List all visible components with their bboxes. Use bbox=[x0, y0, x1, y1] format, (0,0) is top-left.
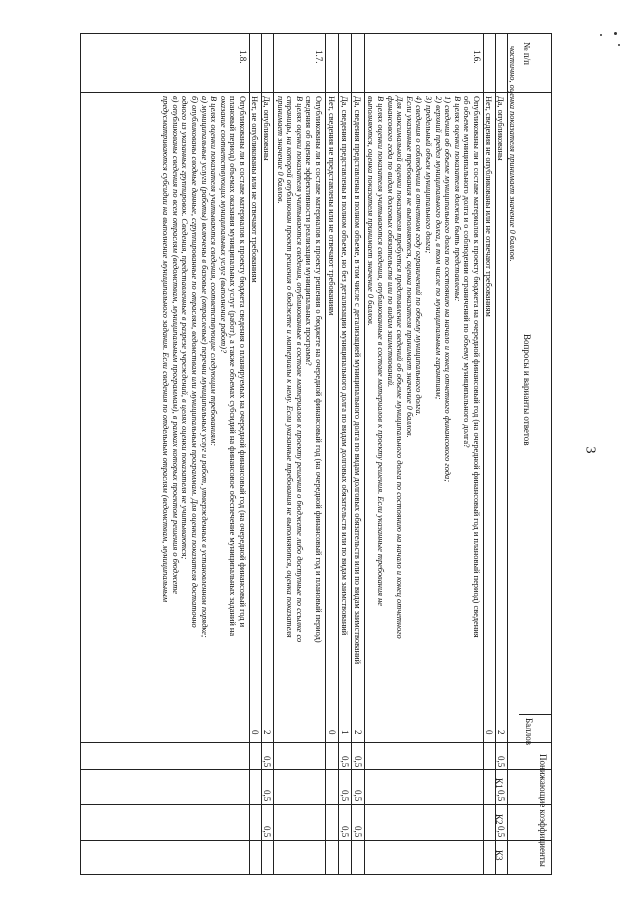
question-line: В целях оценки показателя учитываются сведения, соответствующие следующим требованиям: bbox=[209, 96, 219, 447]
question-line: Опубликованы ли в составе материалов к проекту решения о бюджете на очередной финансовый год (на очередной финансовый год и плановый период) bbox=[314, 96, 323, 643]
answer-option: Нет, сведения не опубликованы или не отвечают требованиям bbox=[484, 96, 493, 317]
k2-value: 0,5 bbox=[353, 790, 363, 802]
coef-header: Понижающие коэффициенты bbox=[538, 754, 548, 867]
question-line: 2) верхний предел муниципального долга, в том числе по муниципальным гарантиям; bbox=[433, 96, 443, 400]
scan-speck bbox=[618, 44, 620, 46]
question-line: Если указанные требования не выполняются, оценка показателя принимает значение 0 баллов. bbox=[404, 96, 414, 438]
coef-header-line bbox=[519, 714, 551, 715]
answer-option: Да, сведения представлены в полном объеме, в том числе с детализацией муниципального долга по видам долговых обязательств или по видам заимствований bbox=[353, 96, 362, 665]
question-line: Опубликованы ли в составе материалов к проекту бюджета на очередной финансовый год (на очередной финансовый год и плановый период) сведения bbox=[472, 96, 481, 638]
k2-value: 0,5 bbox=[340, 790, 350, 802]
row-separator bbox=[249, 34, 250, 874]
answer-option: Нет, сведения не представлены или не отвечают требованиям bbox=[327, 96, 336, 316]
row-separator bbox=[261, 34, 262, 874]
questions-header: Вопросы и варианты ответов bbox=[522, 334, 532, 446]
points-value: 2 bbox=[496, 730, 506, 735]
points-value: 2 bbox=[353, 730, 363, 735]
header-col-line bbox=[81, 840, 551, 841]
question-line: Опубликованы ли в составе материалов к проекту бюджета сведения о планируемых на очередной финансовый год (на очередной финансовый год и bbox=[238, 96, 247, 628]
question-line: об объеме муниципального долга и о соблюдении ограничений по объему муниципального долга? bbox=[462, 96, 472, 448]
question-line: 1) сведения об объеме муниципального долга по состоянию на начало и конец отчетного финансового года; bbox=[443, 96, 453, 482]
item-number: 1.7. bbox=[314, 50, 324, 64]
row-separator bbox=[351, 34, 352, 874]
question-line: сведения об оценке эффективности реализации муниципальных программ? bbox=[304, 96, 314, 366]
scan-speck bbox=[600, 34, 602, 36]
k2-value: 0,5 bbox=[262, 790, 272, 802]
row-separator bbox=[507, 34, 508, 874]
k3-value: 0,5 bbox=[340, 826, 350, 838]
answer-option: Да, сведения представлены в полном объеме, но без детализации муниципального долга по видам долговых обязательств или по видам заимствований bbox=[340, 96, 349, 636]
k1-value: 0,5 bbox=[353, 756, 363, 768]
question-line: 4) сведения о соблюдении в отчетном году ограничений по объему муниципального долга. bbox=[414, 96, 424, 416]
answer-option: Да, опубликованы bbox=[262, 96, 271, 161]
k3-value: 0,5 bbox=[262, 826, 272, 838]
row-separator bbox=[325, 34, 326, 874]
question-line: оказание соответствующих муниципальных услуг (выполнение работ)? bbox=[218, 96, 228, 354]
header-col-line bbox=[81, 742, 551, 743]
k1-header: К1 bbox=[494, 778, 504, 789]
points-value: 0 bbox=[327, 730, 337, 735]
points-value: 1 bbox=[340, 730, 350, 735]
answer-option: Нет, не опубликованы или не отвечают требованиям bbox=[250, 96, 259, 283]
scan-speck bbox=[614, 32, 617, 35]
k3-header: К3 bbox=[494, 850, 504, 861]
k1-value: 0,5 bbox=[496, 756, 506, 768]
points-value: 2 bbox=[262, 730, 272, 735]
points-value: 0 bbox=[250, 730, 260, 735]
k3-value: 0,5 bbox=[496, 826, 506, 838]
k2-header: К2 bbox=[494, 814, 504, 825]
question-line: В целях оценки показателя учитываются сведения, опубликованные в составе материалов к проекту решения. Если указанные требования не bbox=[376, 96, 385, 607]
question-line: выполняются, оценка показателя принимает значение 0 баллов. bbox=[366, 96, 376, 326]
item-number: 1.6. bbox=[472, 50, 482, 64]
question-line: финансового года по видам долговых обязательств или по видам заимствований. bbox=[385, 96, 395, 388]
question-line: страницы, на которой опубликован проект решения о бюджете и материалы к нему. Если указанные требования не выполняются, оценка показателя bbox=[285, 96, 295, 638]
question-line: а) муниципальные услуги (работы) включены в базовые (отраслевые) перечни муниципальных услуг и работ, утвержденных в установленном порядке; bbox=[199, 96, 209, 638]
header-row-line bbox=[81, 92, 551, 93]
row-separator bbox=[273, 34, 274, 874]
k3-value: 0,5 bbox=[353, 826, 363, 838]
question-line: В целях оценки показателя учитываются сведения, опубликованные в составе материалов к проекту решения о бюджете либо доступные по ссылке со bbox=[294, 96, 304, 643]
question-line: б) опубликованы сводные данные, сгруппированные по отраслям, ведомствам или муниципальным программам. Для оценки показателя достаточно bbox=[190, 96, 199, 628]
k1-value: 0,5 bbox=[340, 756, 350, 768]
no-header: № п/п bbox=[522, 42, 532, 65]
points-header: Баллов bbox=[524, 718, 534, 745]
row-separator bbox=[483, 34, 484, 874]
header-col-line bbox=[81, 804, 551, 805]
k1-value: 0,5 bbox=[262, 756, 272, 768]
question-line: 3) предельный объем муниципального долга; bbox=[424, 96, 433, 254]
question-line: одного из указанных группировок. Сведения, представленные в разрезе учреждений, в целях оценки показателя не учитываются; bbox=[180, 96, 190, 560]
question-line: принимает значение 0 баллов. bbox=[275, 96, 285, 204]
page-number: 3 bbox=[582, 446, 598, 454]
points-value: 0 bbox=[484, 730, 494, 735]
row-separator bbox=[495, 34, 496, 874]
intro-line: частично, оценка показателя принимает значение 0 баллов. bbox=[508, 46, 517, 262]
question-line: в) опубликованы сведения по всем отраслям (ведомствам, муниципальным программам), в рамках которых проектом решения о бюджете bbox=[170, 96, 180, 595]
row-separator bbox=[364, 34, 365, 874]
question-line: плановый период) объемах оказания муниципальных услуг (работ), а также объемах субсидий на финансовое обеспечение муниципальных заданий на bbox=[228, 96, 238, 637]
item-number: 1.8. bbox=[238, 50, 248, 64]
question-line: В целях оценки показателя должны быть представлены: bbox=[452, 96, 462, 302]
question-line: Для максимальной оценки показателя требуется представление сведений об объеме муниципального долга по состоянию на начало и конец отчетного bbox=[395, 96, 405, 639]
criteria-table bbox=[80, 33, 552, 875]
k2-value: 0,5 bbox=[496, 790, 506, 802]
answer-option: Да, опубликованы bbox=[496, 96, 505, 161]
header-col-line bbox=[81, 769, 551, 770]
row-separator bbox=[338, 34, 339, 874]
question-line: предусматриваются субсидии на выполнение муниципального задания. Если сведения по отдельным отраслям (ведомствам, муниципальным bbox=[161, 96, 171, 603]
